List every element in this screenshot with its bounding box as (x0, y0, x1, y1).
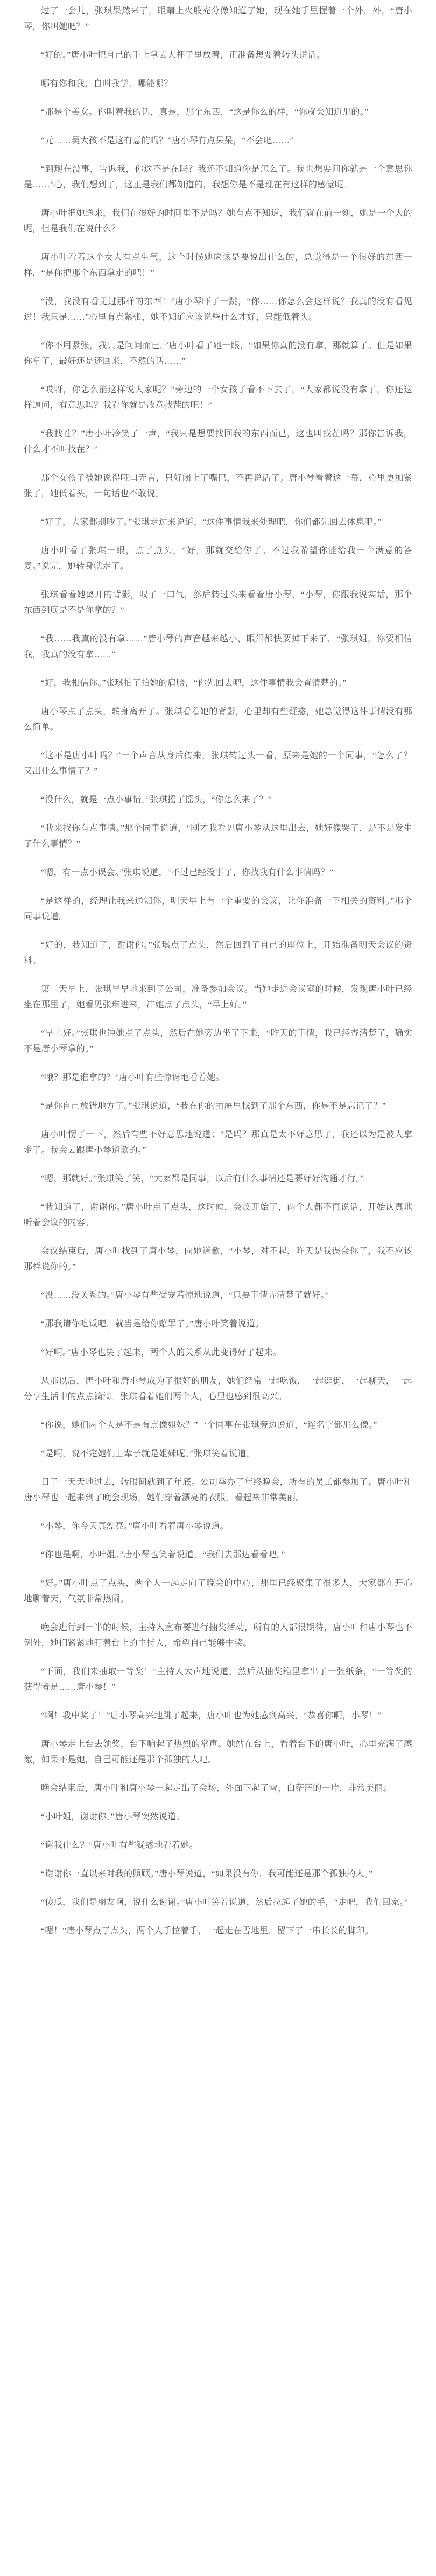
paragraph: “谢谢你一直以来对我的照顾。”唐小琴说道，“如果没有你，我可能还是那个孤独的人。” (41, 1869, 373, 1879)
paragraph: “小琴，你今天真漂亮。”唐小叶看着唐小琴说道。 (41, 1522, 229, 1531)
paragraph: “傻瓜，我们是朋友啊，说什么谢谢。”唐小叶笑着说道，然后拉起了她的手，“走吧，我们回家。” (41, 1898, 408, 1907)
paragraph: “没，我没有看见过那样的东西！”唐小琴吓了一跳，“你……你怎么会这样说？我真的没有看见过！我只是……”心里有点紧张，她不知道应该说些什么才好，只能低着头。 (24, 297, 412, 322)
paragraph: “我来找你有点事情。”那个同事说道，“刚才我看见唐小琴从这里出去，她好像哭了，是不是发生了什么事情？” (24, 824, 412, 849)
paragraph: “好，我相信你。”张琪拍了拍她的肩膀，“你先回去吧，这件事情我会查清楚的。” (41, 679, 347, 688)
paragraph: “下面，我们来抽取一等奖！”主持人大声地说道，然后从抽奖箱里拿出了一张纸条，“一等奖的获得者是……唐小琴！” (24, 1667, 412, 1692)
paragraph: 唐小叶看着这个女人有点生气，这个时候她应该是要说出什么的，总觉得是一个很好的东西一样，“是你把那个东西拿走的吧！” (24, 253, 412, 278)
paragraph: “谢我什么？”唐小叶有些疑惑地看着她。 (41, 1841, 198, 1850)
paragraph: 唐小琴点了点头，转身离开了。张琪看着她的背影，心里却有些疑惑，她总觉得这件事情没有那么简单。 (24, 707, 412, 732)
paragraph: “这不是唐小叶吗？”一个声音从身后传来，张琪转过头一看，原来是她的一个同事，“怎么了？又出什么事情了？” (24, 751, 412, 776)
paragraph: “你说，她们两个人是不是有点像姐妹？”一个同事在张琪旁边说道，“连名字都那么像。” (41, 1421, 377, 1430)
paragraph: “没……没关系的。”唐小琴有些受宠若惊地说道，“只要事情弄清楚了就好。” (41, 1291, 329, 1300)
paragraph: “哦？那是谁拿的？”唐小叶有些惊讶地看着她。 (41, 1073, 224, 1082)
paragraph: 唐小叶愣了一下，然后有些不好意思地说道：“是吗？那真是太不好意思了，我还以为是被人拿走了。我会去跟唐小琴道歉的。” (24, 1130, 412, 1155)
paragraph: “元……吴大孩不是这有意的吗？”唐小琴有点呆呆，“不会吧……” (41, 136, 294, 145)
paragraph: “啊！我中奖了！”唐小琴高兴地跳了起来，唐小叶也为她感到高兴，“恭喜你啊，小琴！” (41, 1711, 382, 1720)
paragraph: “是这样的，经理让我来通知你，明天早上有一个重要的会议，让你准备一下相关的资料。”那个同事说道。 (24, 897, 412, 921)
paragraph: “早上好。”张琪也冲她点了点头，然后在她旁边坐了下来，“昨天的事情，我已经查清楚了，确实不是唐小琴拿的。” (24, 1029, 412, 1054)
paragraph: “是啊，说不定她们上辈子就是姐妹呢。”张琪笑着说道。 (41, 1449, 256, 1458)
article-body (24, 3, 412, 1939)
paragraph: “是你自己放错地方了。”张琪说道，“我在你的抽屉里找到了那个东西，你是不是忘记了？” (41, 1102, 386, 1111)
paragraph: 唐小叶看了张琪一眼，点了点头，“好，那就交给你了。不过我希望你能给我一个满意的答复。”说完，她转身就走了。 (24, 546, 412, 571)
paragraph: “好的，我知道了，谢谢你。”张琪点了点头，然后回到了自己的座位上，开始准备明天会议的资料。 (24, 941, 412, 965)
paragraph: 哪有你和我，自叫我学，哪能哪？ (41, 79, 173, 88)
paragraph: “哎呀，你怎么能这样说人家呢？”旁边的一个女孩子看不下去了，“人家都说没有拿了，你还这样逼问，有意思吗？我看你就是故意找茬的吧！” (24, 385, 412, 410)
paragraph: “我知道了，谢谢你。”唐小叶点了点头，这时候，会议开始了，两个人都不再说话，开始认真地听着会议的内容。 (24, 1203, 412, 1227)
paragraph: “那是个美女。你叫着我的话，真是，那个东西，“这是你么的样，“你就会知道那的。” (41, 108, 369, 117)
paragraph: “你不用紧张，我只是问问而已。”唐小叶看了她一眼，“如果你真的没有拿，那就算了。但是如果你拿了，最好还是还回来，不然的话……” (24, 341, 412, 366)
paragraph: 唐小叶把她送来，我们在很好的时间里不是吗？她有点不知道，我们就在前一刻，她是一个人的呢，但是我们在说什么？ (24, 209, 412, 234)
paragraph: 过了一会儿，张琪果然来了，眼睛上火般充分像知道了她，现在她手里握着一个外，外，“唐小琴，你叫她吧？” (24, 6, 412, 31)
paragraph: “那我请你吃饭吧，就当是给你赔罪了。”唐小叶笑着说道。 (41, 1319, 264, 1329)
paragraph: 那个女孩子被她说得哑口无言，只好闭上了嘴巴，不再说话了。唐小琴看着这一幕，心里更加紧张了，她低着头，一句话也不敢说。 (24, 474, 412, 498)
paragraph: 张琪看着她离开的背影，叹了一口气，然后转过头来看着唐小琴，“小琴，你跟我说实话，那个东西到底是不是你拿的？” (24, 590, 412, 615)
paragraph: “嗯，那就好。”张琪笑了笑，“大家都是同事，以后有什么事情还是要好好沟通才行。” (41, 1174, 364, 1183)
paragraph: “你也是啊，小叶姐。”唐小琴也笑着说道，“我们去那边看看吧。” (41, 1550, 285, 1559)
paragraph: 日子一天天地过去，转眼间就到了年底。公司举办了年终晚会，所有的员工都参加了。唐小叶和唐小琴也一起来到了晚会现场，她们穿着漂亮的衣服，看起来非常美丽。 (24, 1478, 412, 1502)
paragraph: “我找茬？”唐小叶冷笑了一声，“我只是想要找回我的东西而已，这也叫找茬吗？那你告诉我，什么才不叫找茬？” (24, 429, 412, 454)
paragraph: “嗯，有一点小误会。”张琪说道，“不过已经没事了，你找我有什么事情吗？” (41, 868, 334, 877)
paragraph: “好了，大家都别吵了。”张琪走过来说道，“这件事情我来处理吧，你们都先回去休息吧。” (41, 518, 382, 527)
paragraph: 晚会进行到一半的时候，主持人宣布要进行抽奖活动，所有的人都很期待，唐小叶和唐小琴也不例外，她们紧紧地盯着台上的主持人，希望自己能够中奖。 (24, 1623, 412, 1648)
paragraph: “好啊。”唐小琴也笑了起来，两个人的关系从此变得好了起来。 (41, 1348, 282, 1357)
paragraph: “嗯！”唐小琴点了点头，两个人手拉着手，一起走在雪地里，留下了一串长长的脚印。 (41, 1926, 374, 1936)
paragraph: 会议结束后，唐小叶找到了唐小琴，向她道歉，“小琴，对不起，昨天是我误会你了，我不应该那样说你的。” (24, 1247, 412, 1272)
paragraph: 从那以后，唐小叶和唐小琴成为了很好的朋友，她们经常一起吃饭，一起逛街，一起聊天，一起分享生活中的点点滴滴。张琪看着她们两个人，心里也感到很高兴。 (24, 1377, 412, 1401)
paragraph: “小叶姐，谢谢你。”唐小琴突然说道。 (41, 1812, 185, 1822)
paragraph: “没什么，就是一点小事情。”张琪摇了摇头，“你怎么来了？” (41, 795, 272, 804)
paragraph: “我……我真的没有拿……”唐小琴的声音越来越小，眼泪都快要掉下来了，“张琪姐，你要相信我，我真的没有拿……” (24, 634, 412, 659)
paragraph: 晚会结束后，唐小叶和唐小琴一起走出了会场，外面下起了雪，白茫茫的一片，非常美丽。 (41, 1784, 392, 1793)
paragraph: “好。”唐小叶点了点头，两个人一起走向了晚会的中心，那里已经聚集了很多人，大家都在开心地聊着天，气氛非常热闹。 (24, 1579, 412, 1604)
paragraph: “好的。”唐小叶把自己的手上拿去大杯子里放着，正准备想要着转头说话。 (41, 51, 326, 60)
paragraph: 唐小琴走上台去领奖，台下响起了热烈的掌声。她站在台上，看着台下的唐小叶，心里充满了感激，如果不是她，自己可能还是那个孤独的人吧。 (24, 1740, 412, 1765)
paragraph: 第二天早上，张琪早早地来到了公司，准备参加会议。当她走进会议室的时候，发现唐小叶已经坐在那里了，她看见张琪进来，冲她点了点头，“早上好。” (24, 985, 412, 1010)
paragraph: “到现在没事，告诉我，你这不是在吗？我还不知道你是怎么了。我也想要问你就是一个意思你是……”心，我们想到了，这正是我们都知道的，我想你是不是现在有这样的感觉呢。 (24, 165, 412, 189)
